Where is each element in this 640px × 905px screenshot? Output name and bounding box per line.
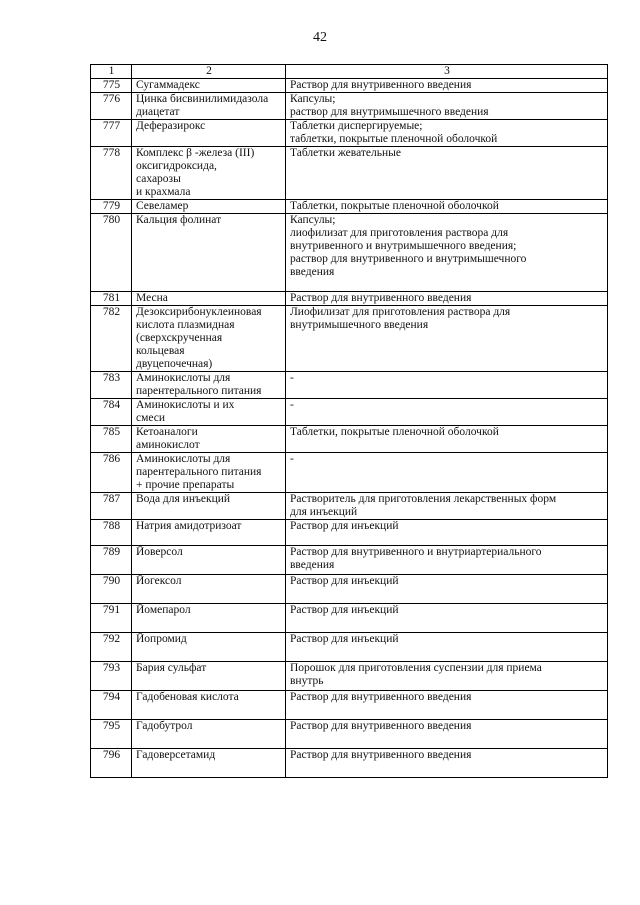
drug-name-cell xyxy=(132,93,286,120)
drug-name-line: диацетат xyxy=(136,106,180,118)
drug-name-line: Натрия амидотризоат xyxy=(136,520,242,532)
drug-name-line: Вода для инъекций xyxy=(136,493,231,505)
drug-name-line: Кетоаналоги xyxy=(136,426,198,438)
table-row xyxy=(91,604,608,633)
drug-name-line: Гадобутрол xyxy=(136,720,193,732)
drug-name-cell xyxy=(132,520,286,546)
row-number: 791 xyxy=(91,604,132,633)
drug-name-line: Йопромид xyxy=(136,633,187,645)
table-row xyxy=(91,147,608,200)
dosage-form-cell xyxy=(286,749,608,778)
table-row xyxy=(91,292,608,306)
dosage-form-cell xyxy=(286,453,608,493)
column-header-2: 2 xyxy=(132,65,286,79)
row-number: 793 xyxy=(91,662,132,691)
row-number: 778 xyxy=(91,147,132,200)
table-header-row xyxy=(91,65,608,79)
dosage-form-cell xyxy=(286,633,608,662)
dosage-form-cell xyxy=(286,214,608,292)
drug-name-cell xyxy=(132,604,286,633)
drug-name-line: Комплекс β -железа (III) xyxy=(136,147,255,159)
row-number: 776 xyxy=(91,93,132,120)
drug-name-cell xyxy=(132,546,286,575)
table-row xyxy=(91,214,608,292)
row-number: 794 xyxy=(91,691,132,720)
dosage-form-cell xyxy=(286,575,608,604)
dosage-form-line: внутрь xyxy=(290,675,324,687)
drug-name-cell xyxy=(132,372,286,399)
table-row xyxy=(91,200,608,214)
drug-name-cell xyxy=(132,575,286,604)
table-row xyxy=(91,633,608,662)
table-row xyxy=(91,426,608,453)
row-number: 789 xyxy=(91,546,132,575)
row-number: 790 xyxy=(91,575,132,604)
drug-name-cell xyxy=(132,662,286,691)
dosage-form-line: Таблетки диспергируемые; xyxy=(290,120,423,132)
drug-name-cell xyxy=(132,147,286,200)
dosage-form-line: - xyxy=(290,399,294,411)
row-number: 785 xyxy=(91,426,132,453)
drug-name-line: и крахмала xyxy=(136,186,191,198)
table-row xyxy=(91,575,608,604)
row-number: 795 xyxy=(91,720,132,749)
table-row xyxy=(91,546,608,575)
drug-name-line: Сугаммадекс xyxy=(136,79,200,91)
drug-name-cell xyxy=(132,120,286,147)
drug-name-line: двуцепочечная) xyxy=(136,358,213,370)
table-row xyxy=(91,93,608,120)
drug-name-line: (сверхскрученная xyxy=(136,332,223,344)
dosage-form-line: таблетки, покрытые пленочной оболочкой xyxy=(290,133,498,145)
dosage-form-line: - xyxy=(290,453,294,465)
dosage-form-cell xyxy=(286,79,608,93)
drug-name-cell xyxy=(132,749,286,778)
drug-name-line: Месна xyxy=(136,292,168,304)
drug-name-cell xyxy=(132,453,286,493)
drug-name-line: Аминокислоты для xyxy=(136,453,231,465)
table-row xyxy=(91,306,608,372)
dosage-form-line: Раствор для внутривенного и внутриартериального xyxy=(290,546,542,558)
dosage-form-line: Капсулы; xyxy=(290,214,336,226)
dosage-form-cell xyxy=(286,372,608,399)
row-number: 782 xyxy=(91,306,132,372)
drug-name-cell xyxy=(132,306,286,372)
row-number: 783 xyxy=(91,372,132,399)
row-number: 781 xyxy=(91,292,132,306)
drug-name-line: Йогексол xyxy=(136,575,182,587)
drug-name-line: сахарозы xyxy=(136,173,181,185)
drug-name-cell xyxy=(132,493,286,520)
dosage-form-line: Таблетки, покрытые пленочной оболочкой xyxy=(290,426,499,438)
drug-name-line: аминокислот xyxy=(136,439,200,451)
drug-name-line: Деферазирокс xyxy=(136,120,206,132)
table-row xyxy=(91,691,608,720)
drug-name-line: парентерального питания xyxy=(136,466,262,478)
dosage-form-line: Капсулы; xyxy=(290,93,336,105)
row-number: 796 xyxy=(91,749,132,778)
column-header-3: 3 xyxy=(286,65,608,79)
drug-name-cell xyxy=(132,79,286,93)
drug-name-cell xyxy=(132,292,286,306)
row-number: 780 xyxy=(91,214,132,292)
dosage-form-line: Раствор для внутривенного введения xyxy=(290,749,472,761)
dosage-form-cell xyxy=(286,426,608,453)
dosage-form-line: Раствор для инъекций xyxy=(290,520,399,532)
drug-name-cell xyxy=(132,214,286,292)
row-number: 792 xyxy=(91,633,132,662)
dosage-form-line: Таблетки, покрытые пленочной оболочкой xyxy=(290,200,499,212)
dosage-form-line: Таблетки жевательные xyxy=(290,147,401,159)
drug-name-line: оксигидроксида, xyxy=(136,160,217,172)
table-row xyxy=(91,749,608,778)
table-row xyxy=(91,120,608,147)
drug-name-line: Дезоксирибонуклеиновая xyxy=(136,306,262,318)
row-number: 786 xyxy=(91,453,132,493)
dosage-form-line: для инъекций xyxy=(290,506,358,518)
dosage-form-cell xyxy=(286,399,608,426)
drug-table xyxy=(90,64,608,778)
dosage-form-line: Растворитель для приготовления лекарственных форм xyxy=(290,493,557,505)
drug-name-line: Кальция фолинат xyxy=(136,214,222,226)
dosage-form-cell xyxy=(286,292,608,306)
dosage-form-cell xyxy=(286,691,608,720)
drug-name-line: Йоверсол xyxy=(136,546,183,558)
drug-name-line: + прочие препараты xyxy=(136,479,235,491)
dosage-form-cell xyxy=(286,720,608,749)
dosage-form-cell xyxy=(286,493,608,520)
table-row xyxy=(91,399,608,426)
table-row xyxy=(91,372,608,399)
drug-name-line: Гадоверсетамид xyxy=(136,749,216,761)
drug-name-line: Йомепарол xyxy=(136,604,191,616)
dosage-form-line: Порошок для приготовления суспензии для приема xyxy=(290,662,542,674)
dosage-form-cell xyxy=(286,604,608,633)
dosage-form-cell xyxy=(286,120,608,147)
dosage-form-line: Раствор для инъекций xyxy=(290,575,399,587)
drug-name-cell xyxy=(132,399,286,426)
drug-name-line: Гадобеновая кислота xyxy=(136,691,239,703)
table-row xyxy=(91,453,608,493)
dosage-form-line: раствор для внутримышечного введения xyxy=(290,106,489,118)
drug-name-cell xyxy=(132,633,286,662)
page-number: 42 xyxy=(313,30,327,45)
row-number: 779 xyxy=(91,200,132,214)
dosage-form-line: - xyxy=(290,372,294,384)
dosage-form-line: раствор для внутривенного и внутримышечного xyxy=(290,253,527,265)
dosage-form-line: лиофилизат для приготовления раствора для xyxy=(290,227,509,239)
dosage-form-cell xyxy=(286,662,608,691)
drug-name-line: парентерального питания xyxy=(136,385,262,397)
drug-name-cell xyxy=(132,691,286,720)
dosage-form-line: внутривенного и внутримышечного введения; xyxy=(290,240,517,252)
dosage-form-cell xyxy=(286,306,608,372)
table-row xyxy=(91,520,608,546)
row-number: 784 xyxy=(91,399,132,426)
dosage-form-line: Раствор для инъекций xyxy=(290,633,399,645)
row-number: 777 xyxy=(91,120,132,147)
drug-name-line: Аминокислоты и их xyxy=(136,399,235,411)
row-number: 787 xyxy=(91,493,132,520)
drug-name-cell xyxy=(132,200,286,214)
dosage-form-line: введения xyxy=(290,266,335,278)
dosage-form-line: введения xyxy=(290,559,335,571)
drug-name-line: Бария сульфат xyxy=(136,662,207,674)
drug-name-line: смеси xyxy=(136,412,166,424)
dosage-form-line: Раствор для внутривенного введения xyxy=(290,720,472,732)
dosage-form-cell xyxy=(286,200,608,214)
row-number: 775 xyxy=(91,79,132,93)
dosage-form-line: Лиофилизат для приготовления раствора для xyxy=(290,306,511,318)
drug-name-cell xyxy=(132,426,286,453)
dosage-form-line: Раствор для внутривенного введения xyxy=(290,292,472,304)
drug-name-line: кольцевая xyxy=(136,345,185,357)
dosage-form-line: Раствор для внутривенного введения xyxy=(290,691,472,703)
drug-name-cell xyxy=(132,720,286,749)
row-number: 788 xyxy=(91,520,132,546)
dosage-form-cell xyxy=(286,520,608,546)
table-row xyxy=(91,662,608,691)
table-row xyxy=(91,720,608,749)
column-header-1: 1 xyxy=(91,65,132,79)
dosage-form-line: внутримышечного введения xyxy=(290,319,429,331)
drug-name-line: Аминокислоты для xyxy=(136,372,231,384)
dosage-form-cell xyxy=(286,147,608,200)
drug-name-line: Севеламер xyxy=(136,200,189,212)
dosage-form-cell xyxy=(286,546,608,575)
drug-name-line: Цинка бисвинилимидазола xyxy=(136,93,269,105)
dosage-form-cell xyxy=(286,93,608,120)
table-row xyxy=(91,79,608,93)
dosage-form-line: Раствор для инъекций xyxy=(290,604,399,616)
drug-name-line: кислота плазмидная xyxy=(136,319,235,331)
table-row xyxy=(91,493,608,520)
dosage-form-line: Раствор для внутривенного введения xyxy=(290,79,472,91)
